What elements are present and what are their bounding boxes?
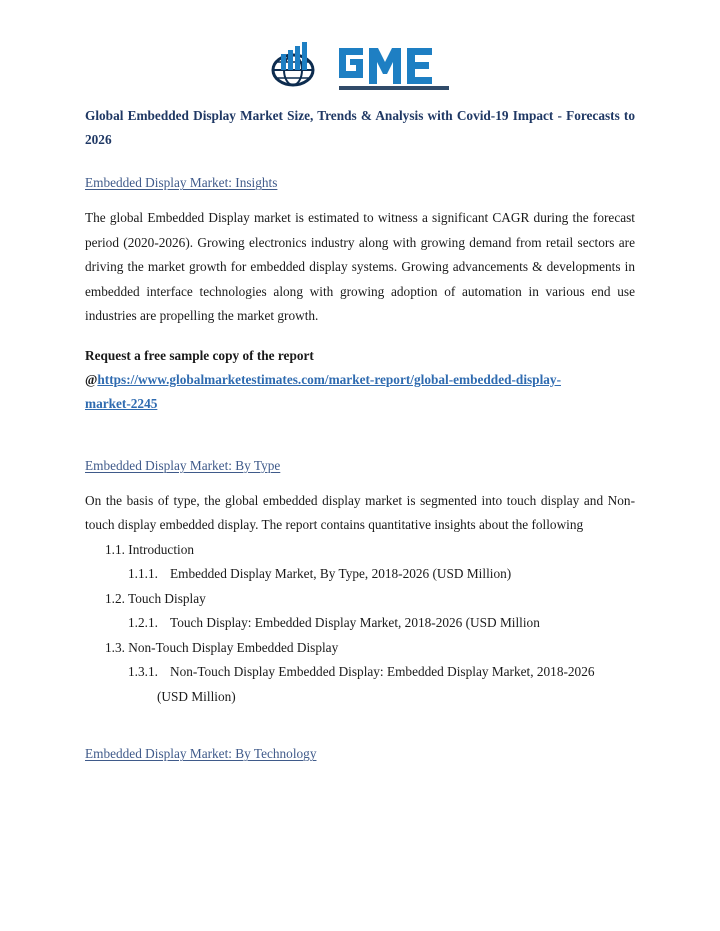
toc-number: 1.3. [105, 639, 125, 655]
by-type-paragraph: On the basis of type, the global embedded display market is segmented into touch display and Non-touch display embedded display. The report contains quantitative insights about the following [85, 492, 635, 532]
insights-paragraph: The global Embedded Display market is estimated to witness a significant CAGR during the forecast period (2020-2026). Growing electronics industry along with growing demand from retail sectors are driving the market growth for embedded display systems. Growing advancements & developments in embedded interface technologies along with growing adoption of automation in various end use industries are propelling the market growth. [85, 210, 635, 323]
toc-number: 1.3.1. [128, 664, 158, 679]
document-title: Global Embedded Display Market Size, Trends & Analysis with Covid-19 Impact - Forecasts to 2026 [85, 108, 635, 147]
request-link-block [85, 368, 635, 417]
at-symbol: @ [85, 371, 98, 387]
toc-number: 1.2. [105, 590, 125, 606]
toc-item [85, 611, 635, 636]
document-body [85, 104, 635, 763]
toc-item [85, 587, 635, 612]
toc-text: Touch Display: Embedded Display Market, 2018-2026 (USD Million [170, 615, 540, 630]
toc-text-continuation: (USD Million) [157, 688, 236, 704]
toc-item [85, 538, 635, 563]
section-heading-insights[interactable]: Embedded Display Market: Insights [85, 175, 278, 190]
toc-text: Touch Display [128, 590, 206, 606]
gme-logo [269, 40, 451, 92]
toc-number: 1.2.1. [128, 615, 158, 630]
toc-text: Non-Touch Display Embedded Display [128, 639, 339, 655]
request-sample-label: Request a free sample copy of the report [85, 347, 314, 363]
toc-item [85, 636, 635, 661]
report-url-link[interactable]: https://www.globalmarketestimates.com/market-report/global-embedded-display- market-2245 [85, 371, 561, 411]
toc-item [85, 660, 635, 685]
gme-wordmark [339, 48, 432, 84]
toc-number: 1.1. [105, 541, 125, 557]
toc-text: Embedded Display Market, By Type, 2018-2026 (USD Million) [170, 566, 512, 581]
toc-number: 1.1.1. [128, 566, 158, 581]
table-of-contents [85, 538, 635, 710]
toc-item [85, 562, 635, 587]
section-heading-by-technology[interactable]: Embedded Display Market: By Technology [85, 746, 317, 761]
section-heading-by-type[interactable]: Embedded Display Market: By Type [85, 457, 281, 473]
toc-text: Non-Touch Display Embedded Display: Embedded Display Market, 2018-2026 [170, 664, 595, 679]
toc-text: Introduction [128, 541, 195, 557]
